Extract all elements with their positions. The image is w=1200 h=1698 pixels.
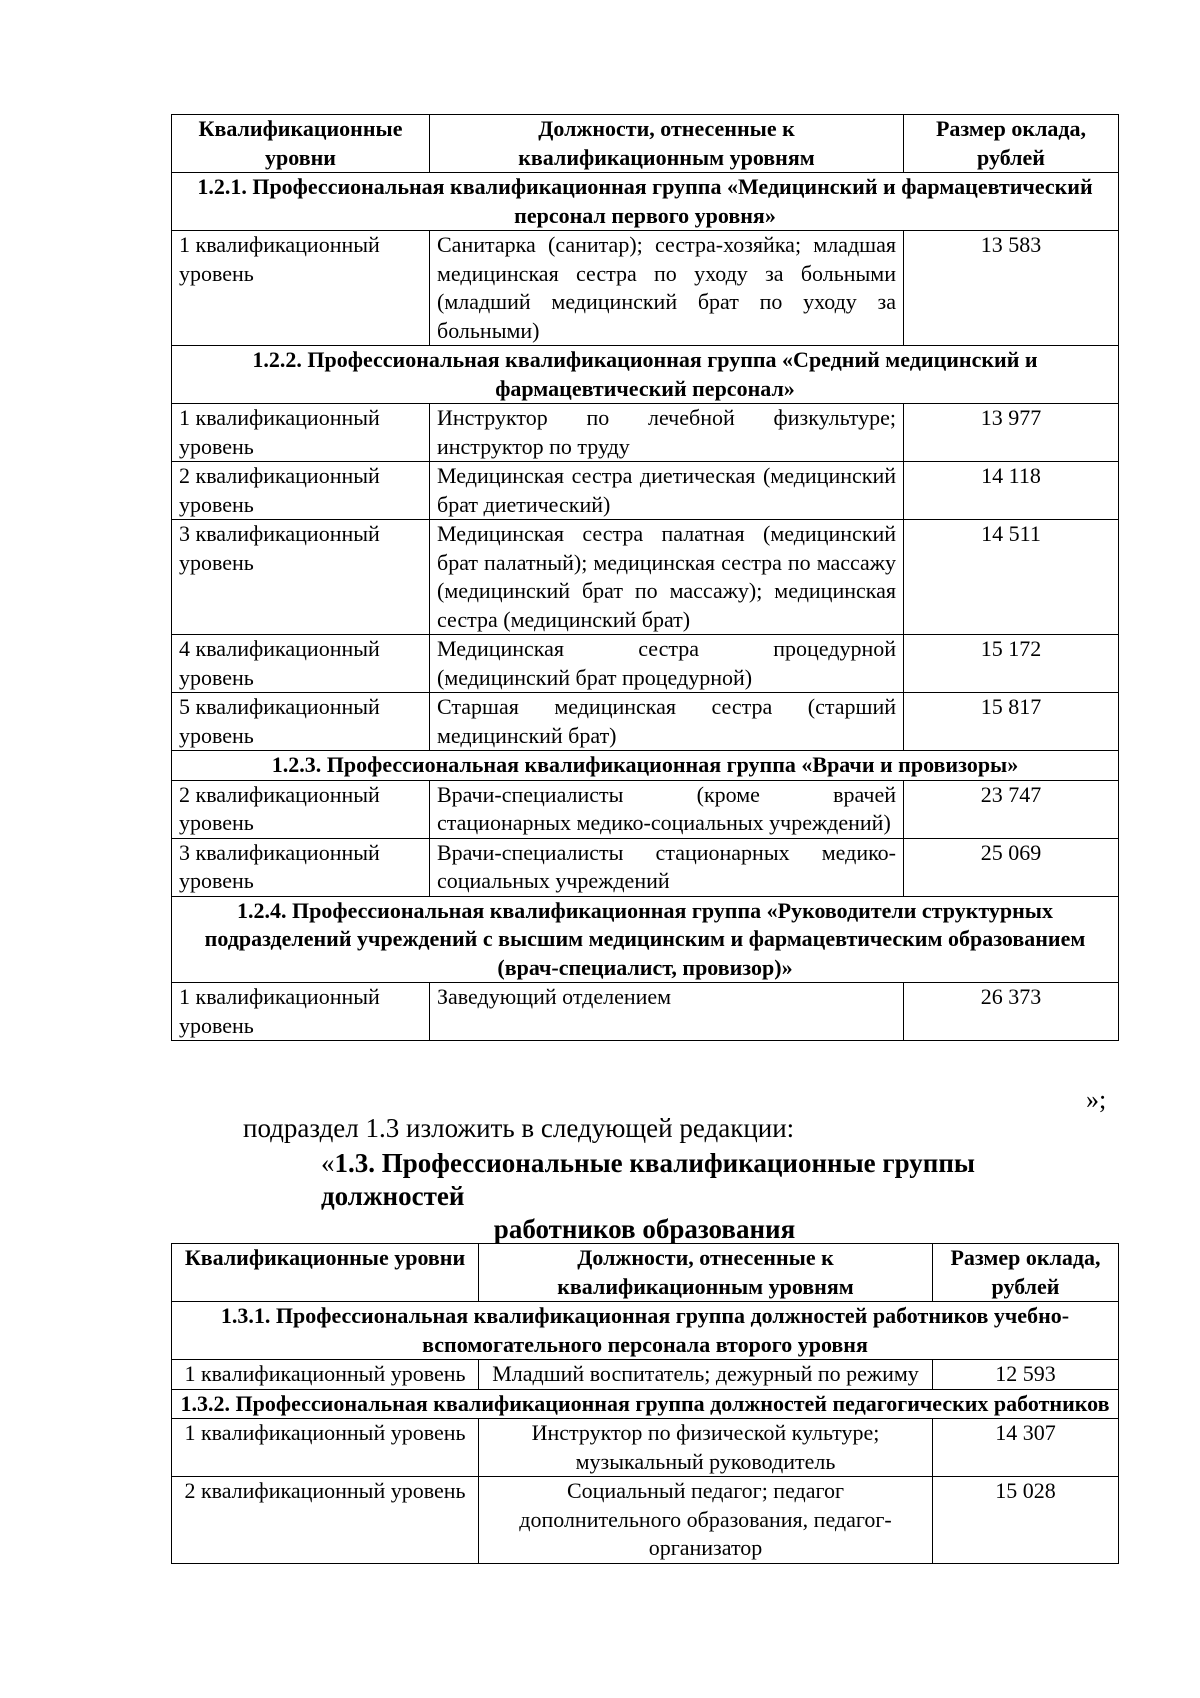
group-title-row [172, 1389, 1119, 1419]
intro-paragraph: подраздел 1.3 изложить в следующей редакции: [243, 1113, 795, 1143]
header-salary: Размер оклада, рублей [904, 115, 1119, 173]
group-title: 1.2.3. Профессиональная квалификационная группа «Врачи и провизоры» [172, 751, 1119, 781]
group-title: 1.2.4. Профессиональная квалификационная группа «Руководители структурных подразделений учреждений с высшим медицинским и фармацевтическим образованием (врач-специалист, провизор)» [172, 896, 1119, 983]
level-cell: 2 квалификационный уровень [172, 462, 430, 520]
salary-cell: 15 172 [904, 635, 1119, 693]
salary-cell: 14 511 [904, 520, 1119, 635]
table-row [172, 780, 1119, 838]
level-cell: 4 квалификационный уровень [172, 635, 430, 693]
group-title: 1.2.1. Профессиональная квалификационная группа «Медицинский и фармацевтический персонал первого уровня» [172, 173, 1119, 231]
header-salary: Размер оклада, рублей [933, 1244, 1119, 1302]
closing-quote-mark: »; [1086, 1085, 1107, 1114]
table-row [172, 404, 1119, 462]
section-heading-text1: 1.3. Профессиональные квалификационные группы должностей [321, 1148, 975, 1211]
salary-table-medical [171, 114, 1119, 1041]
header-position: Должности, отнесенные к квалификационным уровням [479, 1244, 933, 1302]
level-cell: 3 квалификационный уровень [172, 838, 430, 896]
table-header-row [172, 1244, 1119, 1302]
salary-cell: 15 028 [933, 1477, 1119, 1564]
position-cell: Заведующий отделением [430, 983, 904, 1041]
section-heading-line2: работников образования [493, 1214, 796, 1244]
table-row [172, 635, 1119, 693]
salary-cell: 15 817 [904, 693, 1119, 751]
level-cell: 1 квалификационный уровень [172, 404, 430, 462]
position-cell: Врачи-специалисты (кроме врачей стационарных медико-социальных учреждений) [430, 780, 904, 838]
salary-cell: 12 593 [933, 1360, 1119, 1390]
section-heading-line1 [171, 1147, 1118, 1213]
open-quote-mark: « [321, 1148, 335, 1178]
salary-cell: 26 373 [904, 983, 1119, 1041]
table-header-row [172, 115, 1119, 173]
position-cell: Младший воспитатель; дежурный по режиму [479, 1360, 933, 1390]
group-title-row [172, 896, 1119, 983]
position-cell: Медицинская сестра процедурной (медицинский брат процедурной) [430, 635, 904, 693]
level-cell: 3 квалификационный уровень [172, 520, 430, 635]
level-cell: 1 квалификационный уровень [172, 1360, 479, 1390]
group-title-row [172, 346, 1119, 404]
group-title: 1.2.2. Профессиональная квалификационная группа «Средний медицинский и фармацевтический персонал» [172, 346, 1119, 404]
salary-cell: 23 747 [904, 780, 1119, 838]
position-cell: Социальный педагог; педагог дополнительного образования, педагог-организатор [479, 1477, 933, 1564]
salary-cell: 13 977 [904, 404, 1119, 462]
group-title-row [172, 1302, 1119, 1360]
group-title-row [172, 173, 1119, 231]
level-cell: 2 квалификационный уровень [172, 780, 430, 838]
header-level: Квалификационные уровни [172, 115, 430, 173]
salary-cell: 25 069 [904, 838, 1119, 896]
section-heading [171, 1147, 1118, 1246]
position-cell: Врачи-специалисты стационарных медико-социальных учреждений [430, 838, 904, 896]
table-row [172, 838, 1119, 896]
group-title: 1.3.1. Профессиональная квалификационная группа должностей работников учебно-вспомогательного персонала второго уровня [172, 1302, 1119, 1360]
position-cell: Медицинская сестра палатная (медицинский брат палатный); медицинская сестра по массажу (медицинский брат по массажу); медицинская сестра (медицинский брат) [430, 520, 904, 635]
level-cell: 1 квалификационный уровень [172, 1419, 479, 1477]
salary-cell: 14 118 [904, 462, 1119, 520]
salary-cell: 14 307 [933, 1419, 1119, 1477]
table-row [172, 693, 1119, 751]
position-cell: Медицинская сестра диетическая (медицинский брат диетический) [430, 462, 904, 520]
group-title: 1.3.2. Профессиональная квалификационная группа должностей педагогических работников [172, 1389, 1119, 1419]
level-cell: 2 квалификационный уровень [172, 1477, 479, 1564]
table-row [172, 1419, 1119, 1477]
position-cell: Старшая медицинская сестра (старший медицинский брат) [430, 693, 904, 751]
table-row [172, 231, 1119, 346]
table-row [172, 1477, 1119, 1564]
table-row [172, 520, 1119, 635]
level-cell: 1 квалификационный уровень [172, 231, 430, 346]
level-cell: 5 квалификационный уровень [172, 693, 430, 751]
group-title-row [172, 751, 1119, 781]
level-cell: 1 квалификационный уровень [172, 983, 430, 1041]
position-cell: Санитарка (санитар); сестра-хозяйка; младшая медицинская сестра по уходу за больными (младший медицинский брат по уходу за больными) [430, 231, 904, 346]
position-cell: Инструктор по физической культуре; музыкальный руководитель [479, 1419, 933, 1477]
salary-cell: 13 583 [904, 231, 1119, 346]
salary-table-education [171, 1243, 1119, 1564]
header-position: Должности, отнесенные к квалификационным уровням [430, 115, 904, 173]
table-row [172, 1360, 1119, 1390]
table-row [172, 462, 1119, 520]
table-row [172, 983, 1119, 1041]
position-cell: Инструктор по лечебной физкультуре; инструктор по труду [430, 404, 904, 462]
header-level: Квалификационные уровни [172, 1244, 479, 1302]
